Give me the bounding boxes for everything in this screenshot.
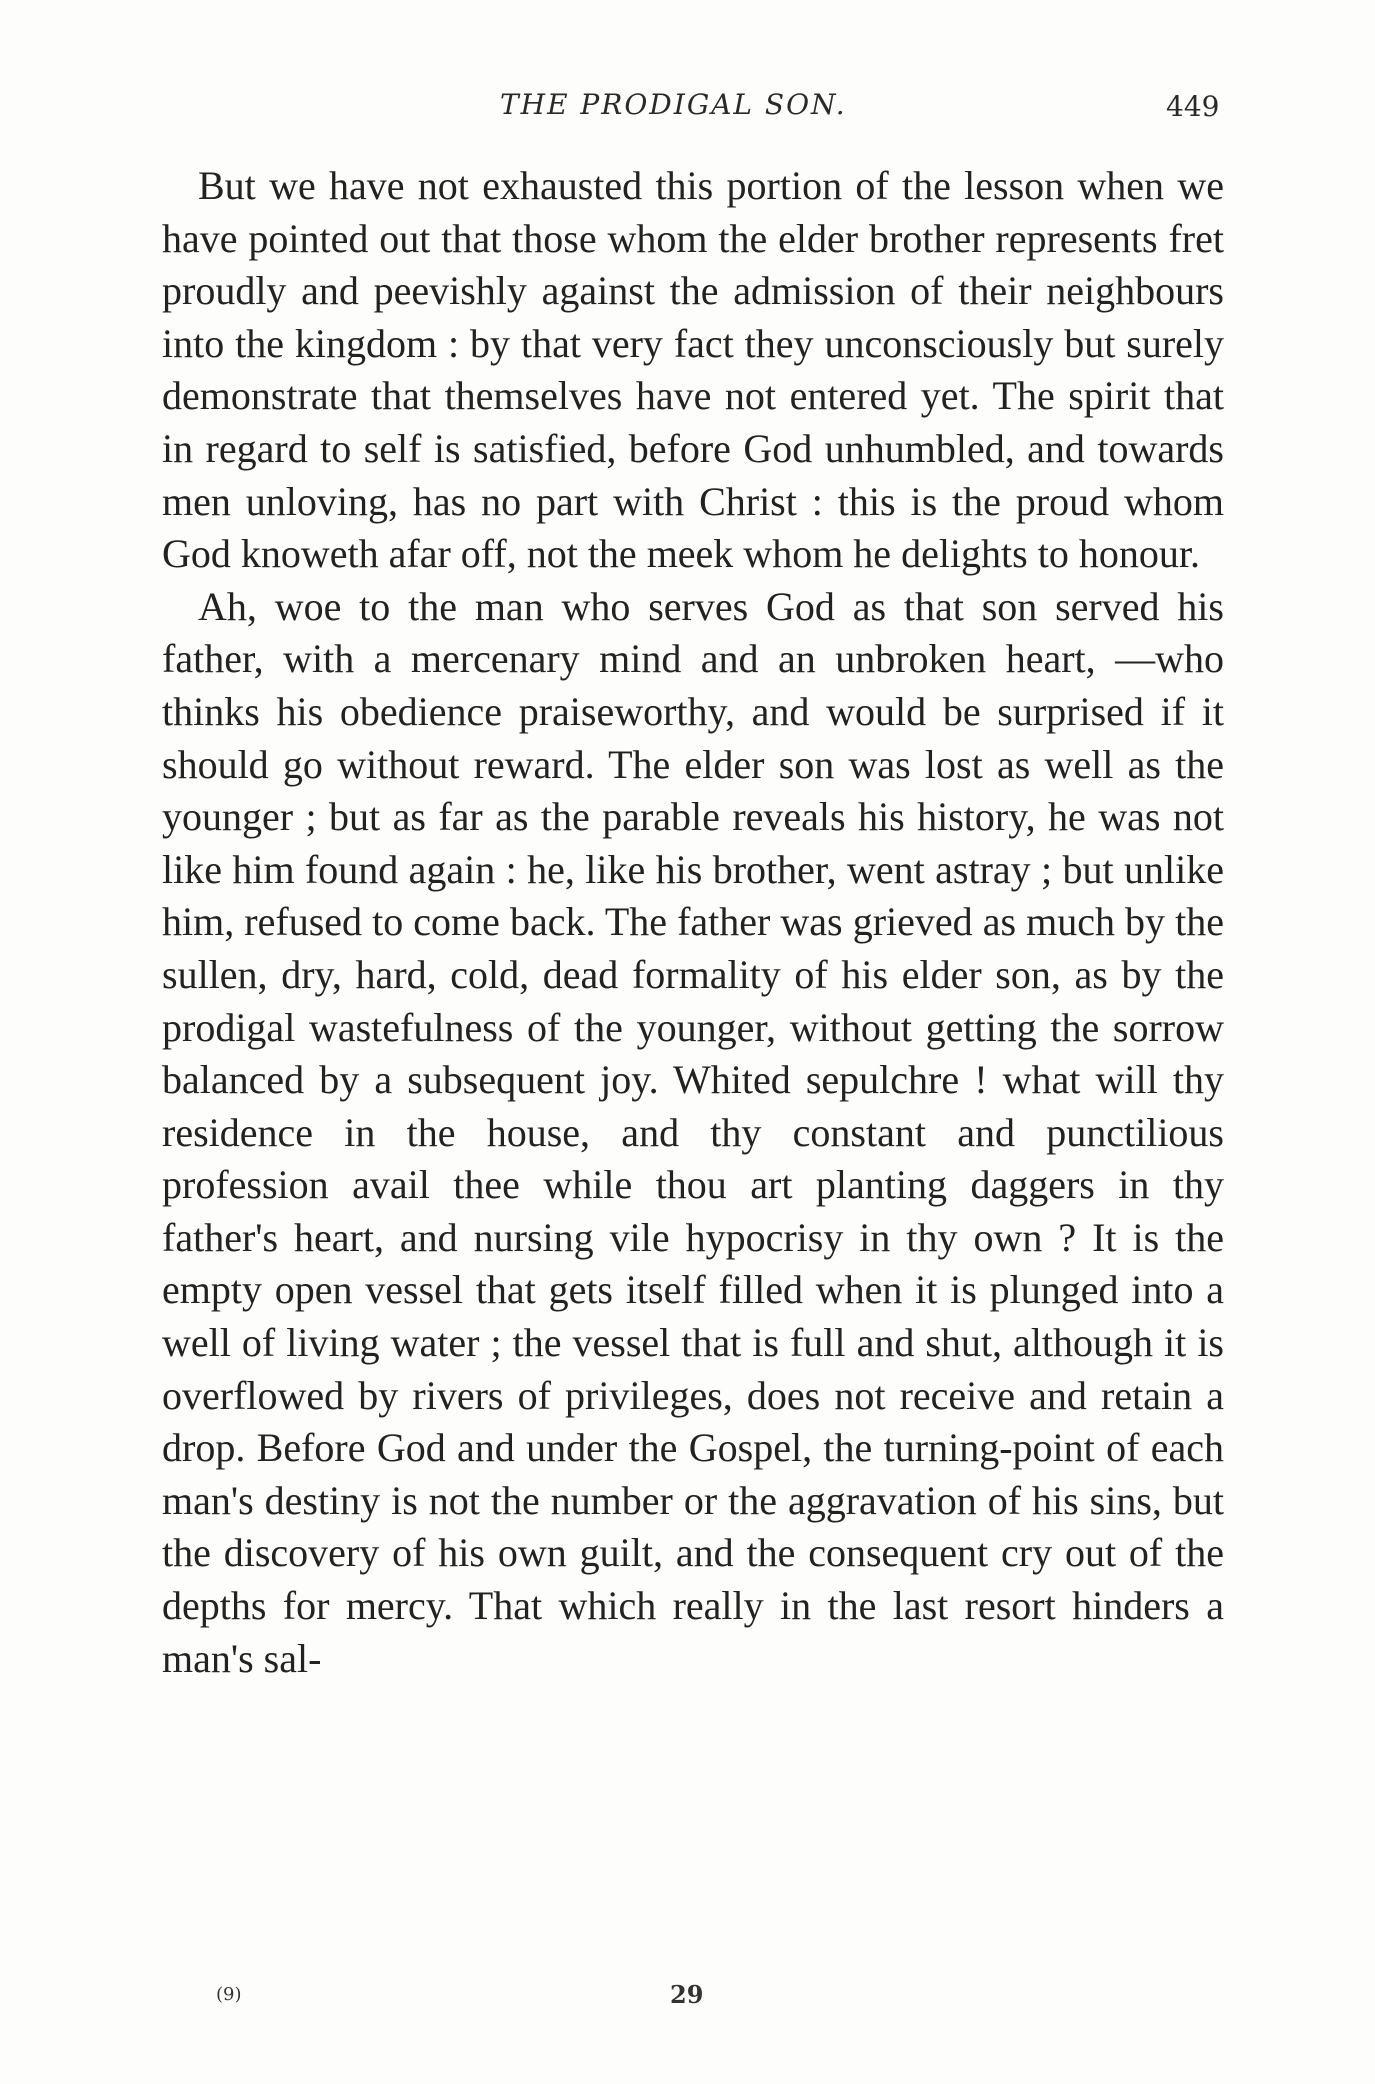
running-head: [0, 88, 1375, 138]
running-title: THE PRODIGAL SON.: [500, 88, 847, 121]
sheet-number: 29: [670, 1980, 704, 2009]
page-footer: [0, 1980, 1375, 2020]
body-text: [162, 160, 1224, 1685]
paragraph-1: But we have not exhausted this portion of the lesson when we have pointed out that those whom the elder brother represents fret proudly and peevishly against the admission of their neighbours into the kingdom : by that very fact they unconsciously but surely demonstrate that themselves have not entered yet. The spirit that in regard to self is satisfied, before God unhumbled, and towards men unloving, has no part with Christ : this is the proud whom God knoweth afar off, not the meek whom he delights to honour.: [162, 163, 1224, 577]
page-number: 449: [1166, 90, 1220, 123]
paragraph-2: Ah, woe to the man who serves God as that son served his father, with a mercenary mind and an unbroken heart, —who thinks his obedience praiseworthy, and would be surprised if it should go without reward. The elder son was lost as well as the younger ; but as far as the parable reveals his history, he was not like him found again : he, like his brother, went astray ; but unlike him, refused to come back. The father was grieved as much by the sullen, dry, hard, cold, dead formality of his elder son, as by the prodigal wastefulness of the younger, without getting the sorrow balanced by a subsequent joy. Whited sepulchre ! what will thy residence in the house, and thy constant and punctilious profession avail thee while thou art planting daggers in thy father's heart, and nursing vile hypocrisy in thy own ? It is the empty open vessel that gets itself filled when it is plunged into a well of living water ; the vessel that is full and shut, although it is overflowed by rivers of privileges, does not receive and retain a drop. Before God and under the Gospel, the turning-point of each man's destiny is not the number or the aggravation of his sins, but the discovery of his own guilt, and the consequent cry out of the depths for mercy. That which really in the last resort hinders a man's sal-: [162, 583, 1224, 1681]
signature-mark: (9): [216, 1984, 242, 2005]
